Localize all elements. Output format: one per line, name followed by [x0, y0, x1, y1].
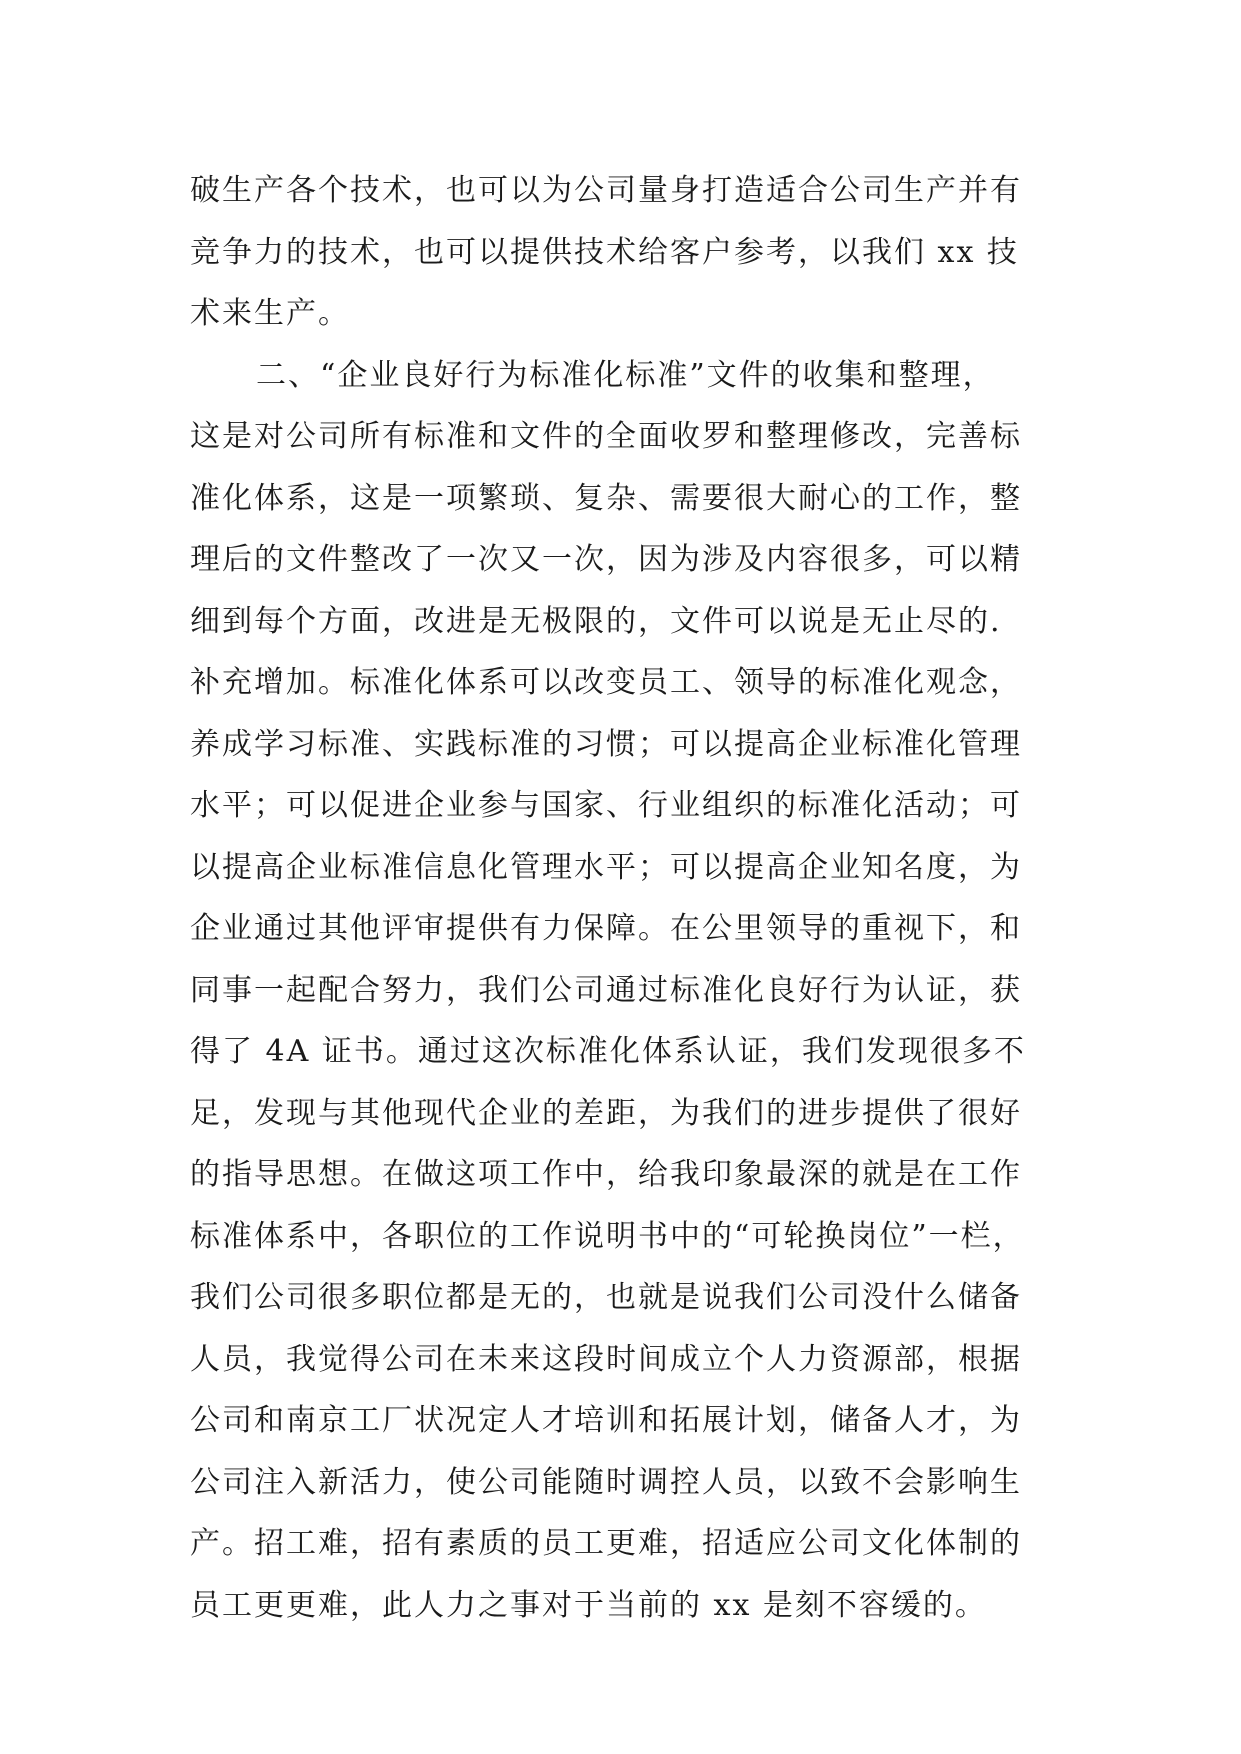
text-line: 的指导思想。在做这项工作中，给我印象最深的就是在工作 — [190, 1157, 1022, 1192]
text-line: 得了 4A 证书。通过这次标准化体系认证，我们发现很多不 — [190, 1034, 1026, 1069]
text-line: 术来生产。 — [190, 296, 350, 331]
text-line: 产。招工难，招有素质的员工更难，招适应公司文化体制的 — [190, 1526, 1022, 1561]
text-line: 理后的文件整改了一次又一次，因为涉及内容很多，可以精 — [190, 542, 1022, 577]
document-body — [190, 160, 1060, 1636]
text-line: 同事一起配合努力，我们公司通过标准化良好行为认证，获 — [190, 972, 1022, 1008]
text-line: 破生产各个技术，也可以为公司量身打造适合公司生产并有 — [190, 173, 1022, 208]
text-line: 补充增加。标准化体系可以改变员工、领导的标准化观念， — [190, 665, 1022, 700]
text-line: 足，发现与其他现代企业的差距，为我们的进步提供了很好 — [190, 1095, 1022, 1131]
text-line: 细到每个方面，改进是无极限的，文件可以说是无止尽的. — [190, 603, 1002, 639]
text-line: 水平；可以促进企业参与国家、行业组织的标准化活动；可 — [190, 788, 1022, 823]
text-line: 标准体系中，各职位的工作说明书中的“可轮换岗位”一栏， — [190, 1218, 1025, 1254]
text-line: 以提高企业标准信息化管理水平；可以提高企业知名度，为 — [190, 849, 1022, 885]
text-line: 这是对公司所有标准和文件的全面收罗和整理修改，完善标 — [190, 419, 1022, 454]
text-line: 企业通过其他评审提供有力保障。在公里领导的重视下，和 — [190, 911, 1022, 946]
section-heading-line: 二、“企业良好行为标准化标准”文件的收集和整理， — [256, 357, 995, 393]
text-line: 我们公司很多职位都是无的，也就是说我们公司没什么储备 — [190, 1280, 1022, 1315]
text-line: 竞争力的技术，也可以提供技术给客户参考，以我们 xx 技 — [190, 234, 1019, 270]
text-line: 养成学习标准、实践标准的习惯；可以提高企业标准化管理 — [190, 726, 1022, 762]
text-line: 公司注入新活力，使公司能随时调控人员，以致不会影响生 — [190, 1464, 1022, 1500]
text-line: 人员，我觉得公司在未来这段时间成立个人力资源部，根据 — [190, 1341, 1022, 1377]
text-line: 公司和南京工厂状况定人才培训和拓展计划，储备人才，为 — [190, 1403, 1022, 1438]
text-line: 员工更更难，此人力之事对于当前的 xx 是刻不容缓的。 — [190, 1587, 987, 1623]
text-line: 准化体系，这是一项繁琐、复杂、需要很大耐心的工作，整 — [190, 480, 1022, 516]
